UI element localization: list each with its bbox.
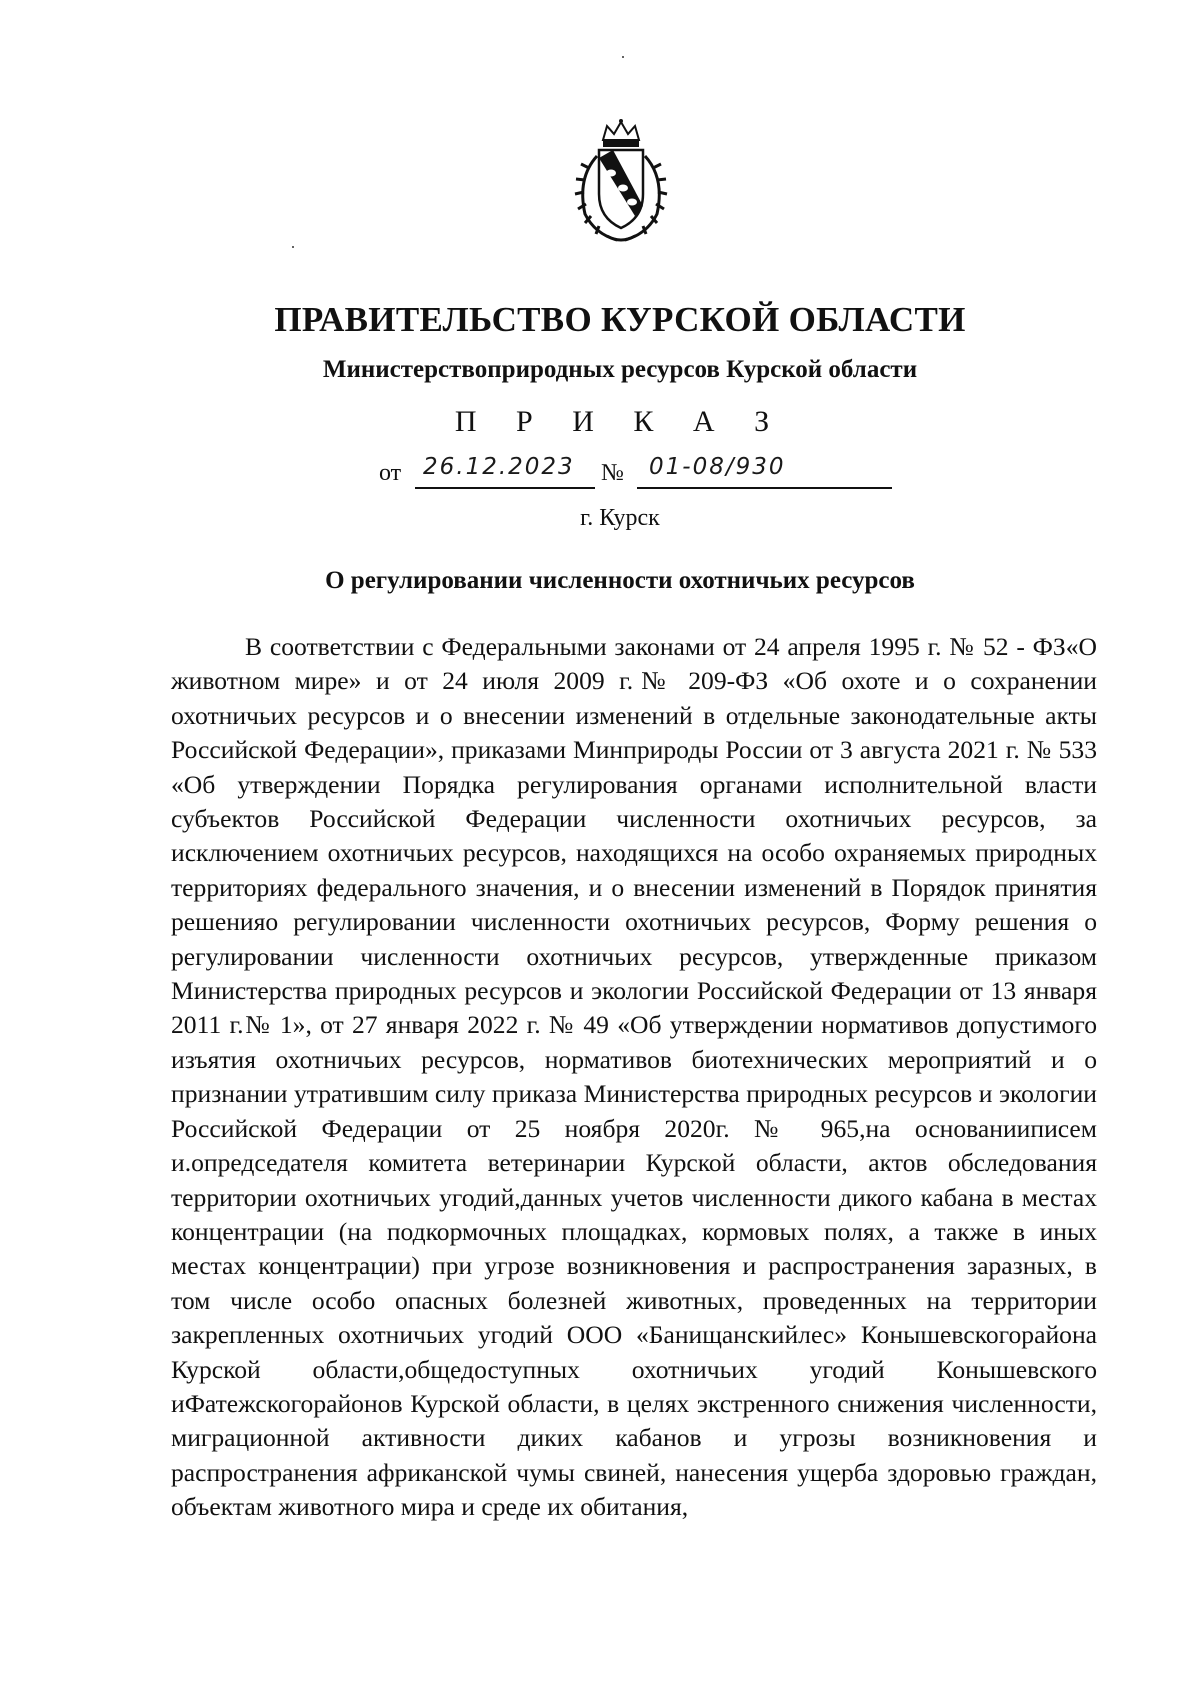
order-date: 26.12.2023 [423,454,575,480]
number-label: № [601,460,624,486]
number-underline [637,487,892,489]
from-label: от [379,460,402,486]
scan-speck [292,246,294,248]
date-underline [415,487,595,489]
order-date-number [379,454,899,492]
ministry-name: Министерствоприродных ресурсов Курской области [322,356,918,383]
order-body-text: В соответствии с Федеральными законами от 24 апреля 1995 г. № 52 - ФЗ«О животном мире» и от 24 июля 2009 г.№ 209-ФЗ «Об охоте и о сохранении охотничьих ресурсов и о внесении изменений в отдельные законодательные акты Российской Федерации», приказами Минприроды России от 3 августа 2021 г. № 533 «Об утверждении Порядка регулирования органами исполнительной власти субъектов Российской Федерации численности охотничьих ресурсов, за исключением охотничьих ресурсов, находящихся на особо охраняемых природных территориях федерального значения, и о внесении изменений в Порядок принятия решенияо регулировании численности охотничьих ресурсов, Форму решения о регулировании численности охотничьих ресурсов, утвержденные приказом Министерства природных ресурсов и экологии Российской Федерации от 13 января 2011 г.№ 1», от 27 января 2022 г. № 49 «Об утверждении нормативов допустимого изъятия охотничьих ресурсов, нормативов биотехнических мероприятий и о признании утратившим силу приказа Министерства природных ресурсов и экологии Российской Федерации от 25 ноября 2020г. № 965,на основанииписем и.опредседателя комитета ветеринарии Курской области, актов обследования территории охотничьих угодий,данных учетов численности дикого кабана в местах концентрации (на подкормочных площадках, кормовых полях, а также в иных местах концентрации) при угрозе возникновения и распространения заразных, в том числе особо опасных болезней животных, проведенных на территории закрепленных охотничьих угодий ООО «Банищанскийлес» Конышевскогорайона Курской области,общедоступных охотничьих угодий Конышевского иФатежскогорайонов Курской области, в целях экстренного снижения численности, миграционной активности диких кабанов и угрозы возникновения и распространения африканской чумы свиней, нанесения ущерба здоровью граждан, объектам животного мира и среде их обитания, [171,632,1097,1522]
city: г. Курск [580,505,660,531]
kursk-coat-of-arms-icon [567,118,675,246]
order-subject: О регулировании численности охотничьих ресурсов [325,567,915,594]
order-number: 01-08/930 [649,454,786,480]
scan-speck [622,56,624,58]
document-type: П Р И К А З [454,405,786,438]
government-title: ПРАВИТЕЛЬСТВО КУРСКОЙ ОБЛАСТИ [274,300,966,339]
